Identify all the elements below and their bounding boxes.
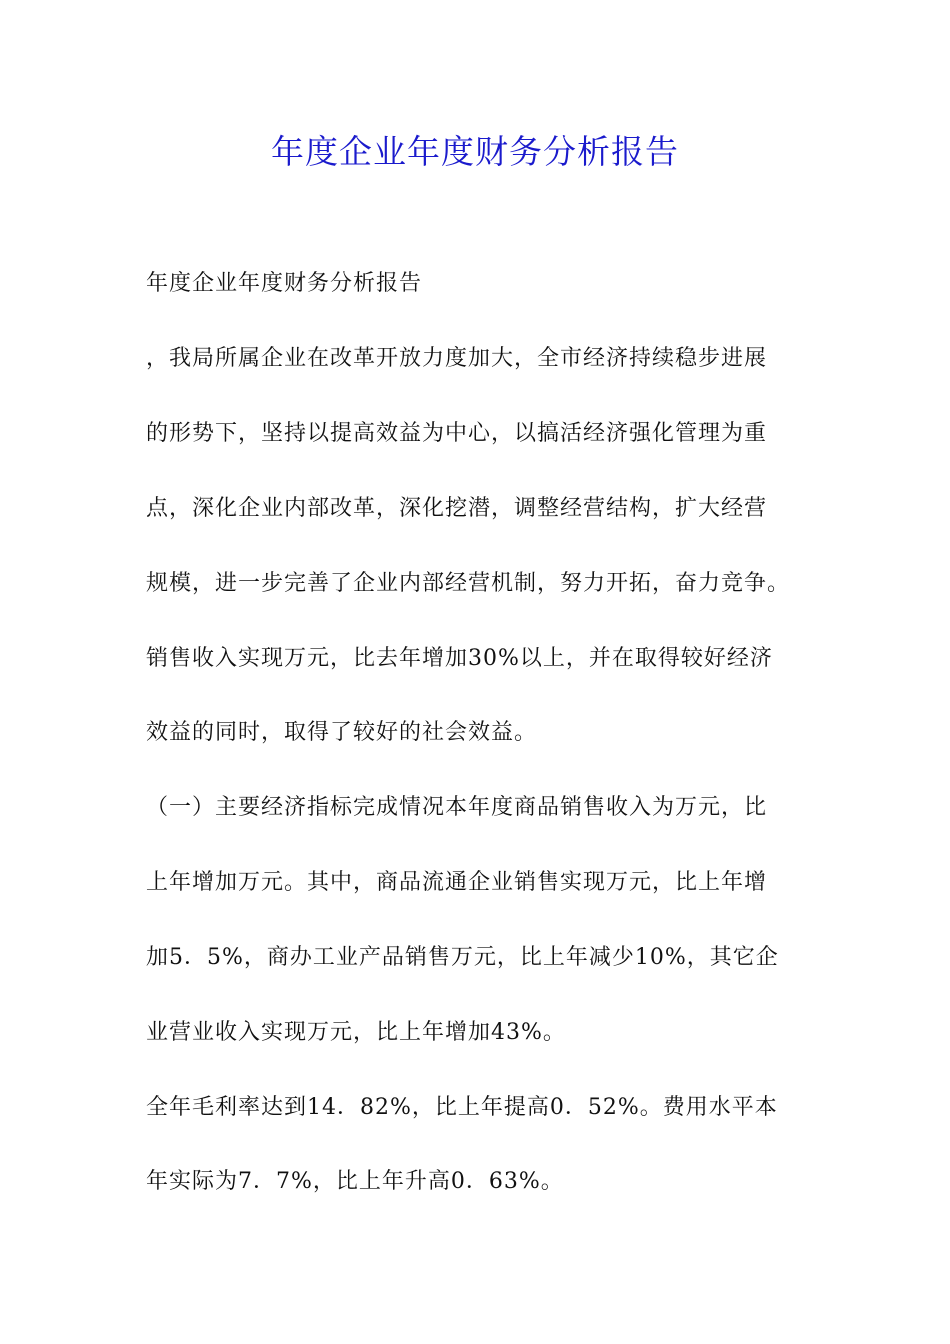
- text-line-10: 加5．5%，商办工业产品销售万元，比上年减少10%，其它企: [146, 945, 779, 970]
- text-line-2: ，我局所属企业在改革开放力度加大，全市经济持续稳步进展: [146, 346, 768, 371]
- text-line-7: 效益的同时，取得了较好的社会效益。: [146, 720, 538, 745]
- text-line-11: 业营业收入实现万元，比上年增加43%。: [146, 1020, 566, 1045]
- text-line-3: 的形势下，坚持以提高效益为中心，以搞活经济强化管理为重: [146, 421, 768, 446]
- text-line-13: 年实际为7．7%，比上年升高0．63%。: [146, 1169, 564, 1194]
- document-title: 年度企业年度财务分析报告: [271, 132, 679, 171]
- text-line-12: 全年毛利率达到14．82%，比上年提高0．52%。费用水平本: [146, 1095, 778, 1120]
- text-line-9: 上年增加万元。其中，商品流通企业销售实现万元，比上年增: [146, 870, 768, 895]
- text-line-8: （一）主要经济指标完成情况本年度商品销售收入为万元，比: [146, 795, 768, 820]
- text-line-5: 规模，进一步完善了企业内部经营机制，努力开拓，奋力竞争。: [146, 571, 791, 596]
- text-line-4: 点，深化企业内部改革，深化挖潜，调整经营结构，扩大经营: [146, 496, 768, 521]
- text-line-6: 销售收入实现万元，比去年增加30%以上，并在取得较好经济: [146, 646, 773, 671]
- text-line-1: 年度企业年度财务分析报告: [146, 271, 423, 296]
